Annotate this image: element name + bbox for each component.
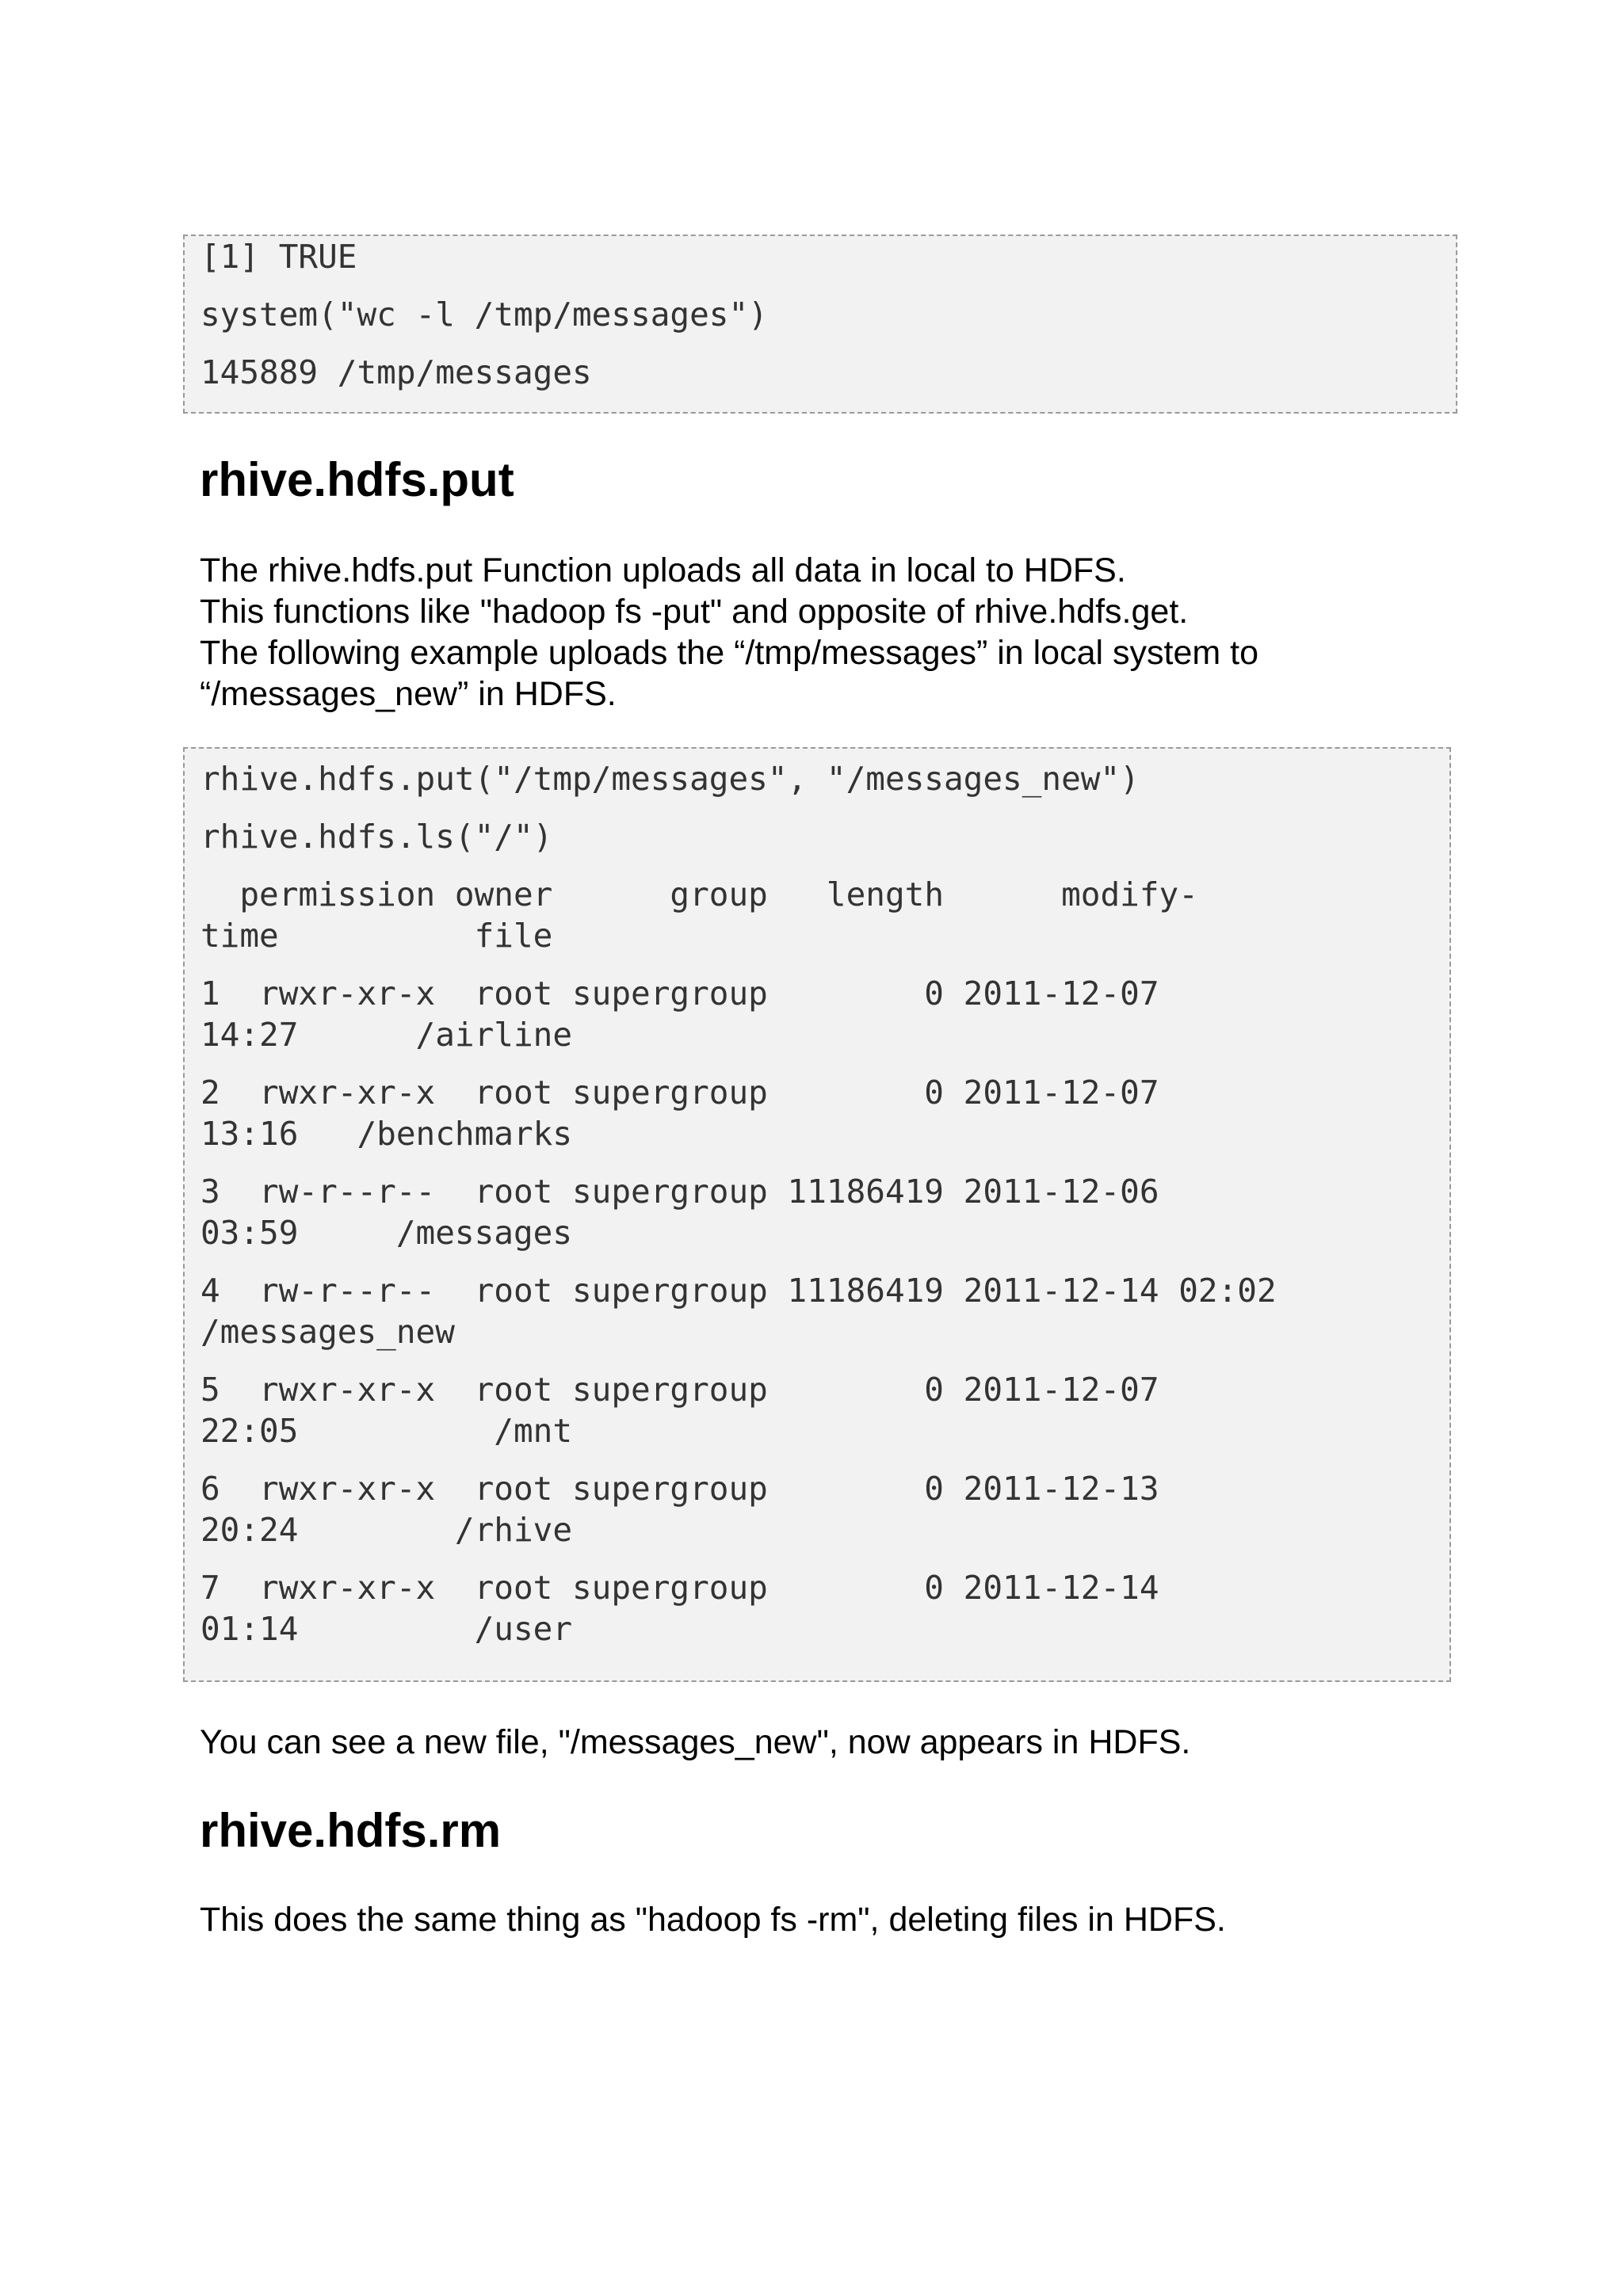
- code-line: rhive.hdfs.ls("/"): [200, 818, 553, 856]
- code-line: permission owner group length modify- time file: [200, 875, 1198, 955]
- section-description-put: [200, 550, 1258, 715]
- code-line: system("wc -l /tmp/messages"): [200, 296, 768, 334]
- code-line: 2 rwxr-xr-x root supergroup 0 2011-12-07 13:16 /benchmarks: [200, 1074, 1159, 1153]
- section-heading-rm: rhive.hdfs.rm: [200, 1804, 502, 1857]
- code-line: 145889 /tmp/messages: [200, 353, 592, 391]
- code-line: rhive.hdfs.put("/tmp/messages", "/messages_new"): [200, 760, 1140, 798]
- code-line: 1 rwxr-xr-x root supergroup 0 2011-12-07 14:27 /airline: [200, 974, 1159, 1054]
- description-line: “/messages_new” in HDFS.: [200, 675, 617, 713]
- after-put-note: You can see a new file, "/messages_new", now appears in HDFS.: [200, 1723, 1191, 1761]
- code-block-hdfs-ls: [183, 747, 1451, 1682]
- code-line: [1] TRUE: [200, 238, 357, 276]
- section-heading-put: rhive.hdfs.put: [200, 453, 514, 506]
- code-line: 6 rwxr-xr-x root supergroup 0 2011-12-13 20:24 /rhive: [200, 1470, 1159, 1549]
- code-block-output: [183, 235, 1457, 414]
- code-line: 7 rwxr-xr-x root supergroup 0 2011-12-14 01:14 /user: [200, 1569, 1159, 1648]
- section-description-rm: This does the same thing as "hadoop fs -rm", deleting files in HDFS.: [200, 1901, 1226, 1939]
- description-line: The following example uploads the “/tmp/messages” in local system to: [200, 634, 1259, 672]
- description-line: This functions like "hadoop fs -put" and opposite of rhive.hdfs.get.: [200, 593, 1189, 631]
- code-line: 3 rw-r--r-- root supergroup 11186419 2011-12-06 03:59 /messages: [200, 1173, 1159, 1252]
- description-line: The rhive.hdfs.put Function uploads all data in local to HDFS.: [200, 551, 1126, 589]
- code-line: 5 rwxr-xr-x root supergroup 0 2011-12-07 22:05 /mnt: [200, 1371, 1159, 1450]
- code-line: 4 rw-r--r-- root supergroup 11186419 2011-12-14 02:02 /messages_new: [200, 1272, 1277, 1351]
